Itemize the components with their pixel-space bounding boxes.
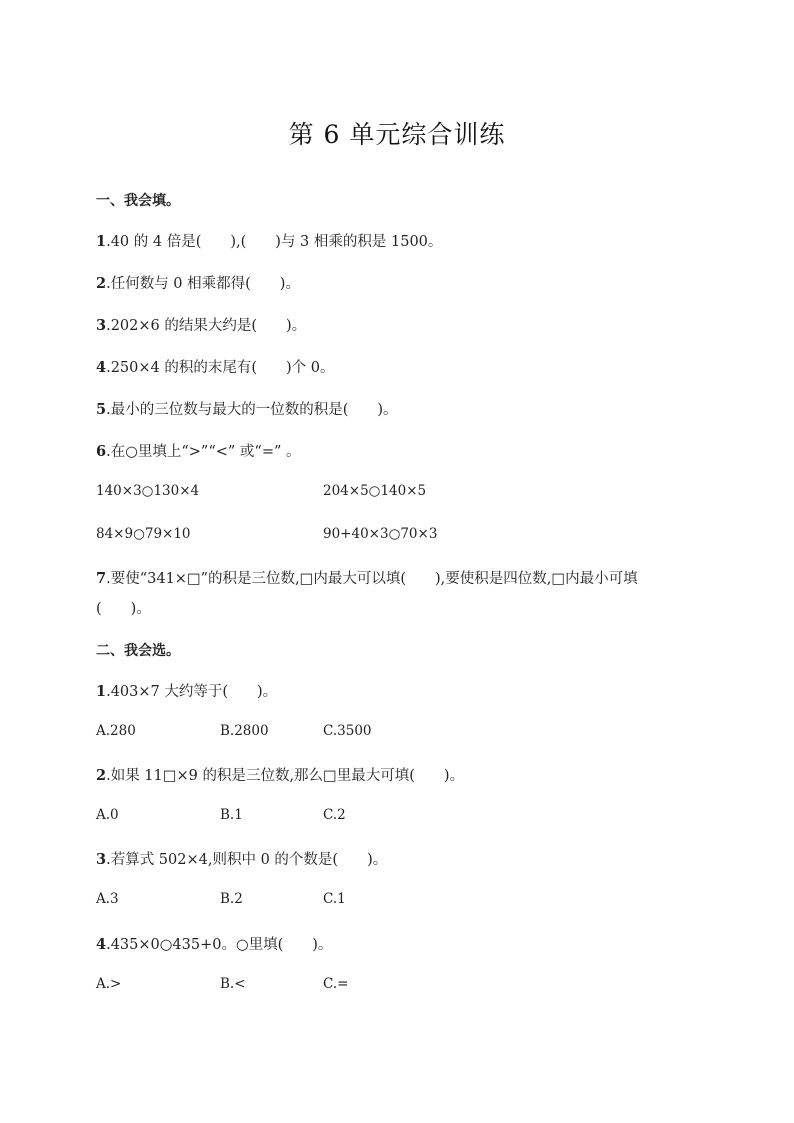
option-b: B.1 — [220, 807, 243, 823]
section-choice-heading: 二、我会选。 — [96, 643, 180, 659]
choice-question-2 — [96, 764, 464, 785]
compare-item: 204×5○140×5 — [323, 483, 427, 499]
question-text: .202×6 的结果大约是( )。 — [106, 318, 307, 334]
question-text: .如果 11□×9 的积是三位数,那么□里最大可填( )。 — [106, 768, 465, 784]
question-number: 3 — [96, 317, 107, 334]
compare-item: 90+40×3○70×3 — [323, 526, 438, 542]
option-a: A.> — [96, 976, 122, 992]
question-number: 3 — [96, 851, 107, 868]
page-title: 第 6 单元综合训练 — [288, 120, 506, 149]
question-number: 5 — [96, 401, 107, 418]
option-a: A.0 — [96, 807, 119, 823]
question-text: .若算式 502×4,则积中 0 的个数是( )。 — [106, 852, 388, 868]
compare-item: 84×9○79×10 — [96, 526, 191, 542]
fill-question-4 — [96, 356, 335, 377]
section-fill-heading: 一、我会填。 — [96, 193, 180, 209]
option-a: A.3 — [96, 891, 119, 907]
option-c: C.3500 — [323, 723, 372, 739]
question-number: 6 — [96, 443, 107, 460]
option-c: C.2 — [323, 807, 346, 823]
question-text: .要使“341×□”的积是三位数,□内最大可以填( ),要使积是四位数,□内最小可填 — [106, 571, 638, 587]
fill-question-7 — [96, 567, 638, 588]
question-number: 4 — [96, 359, 107, 376]
compare-item: 140×3○130×4 — [96, 483, 200, 499]
question-text: .任何数与 0 相乘都得( )。 — [106, 276, 300, 292]
option-c: C.1 — [323, 891, 346, 907]
fill-question-2 — [96, 272, 300, 293]
question-text: .40 的 4 倍是( ),( )与 3 相乘的积是 1500。 — [106, 234, 443, 250]
choice-question-4 — [96, 933, 332, 954]
option-a: A.280 — [96, 723, 136, 739]
fill-question-6 — [96, 440, 301, 461]
option-b: B.2 — [220, 891, 243, 907]
fill-question-3 — [96, 314, 306, 335]
question-number: 7 — [96, 570, 107, 587]
fill-question-7-continued: ( )。 — [96, 601, 151, 617]
fill-question-5 — [96, 398, 398, 419]
question-text: .403×7 大约等于( )。 — [106, 684, 278, 700]
choice-question-1 — [96, 680, 277, 701]
option-b: B.2800 — [220, 723, 269, 739]
choice-question-3 — [96, 848, 387, 869]
question-number: 1 — [96, 233, 107, 250]
question-text: .250×4 的积的末尾有( )个 0。 — [106, 360, 335, 376]
question-number: 1 — [96, 683, 107, 700]
question-number: 4 — [96, 936, 107, 953]
option-b: B.< — [220, 976, 246, 992]
question-number: 2 — [96, 767, 107, 784]
question-text: .435×0○435+0。○里填( )。 — [106, 937, 333, 953]
question-number: 2 — [96, 275, 107, 292]
question-text: .在○里填上“>”“<” 或“=” 。 — [106, 444, 301, 460]
question-text: .最小的三位数与最大的一位数的积是( )。 — [106, 402, 398, 418]
option-c: C.= — [323, 976, 349, 992]
fill-question-1 — [96, 230, 442, 251]
